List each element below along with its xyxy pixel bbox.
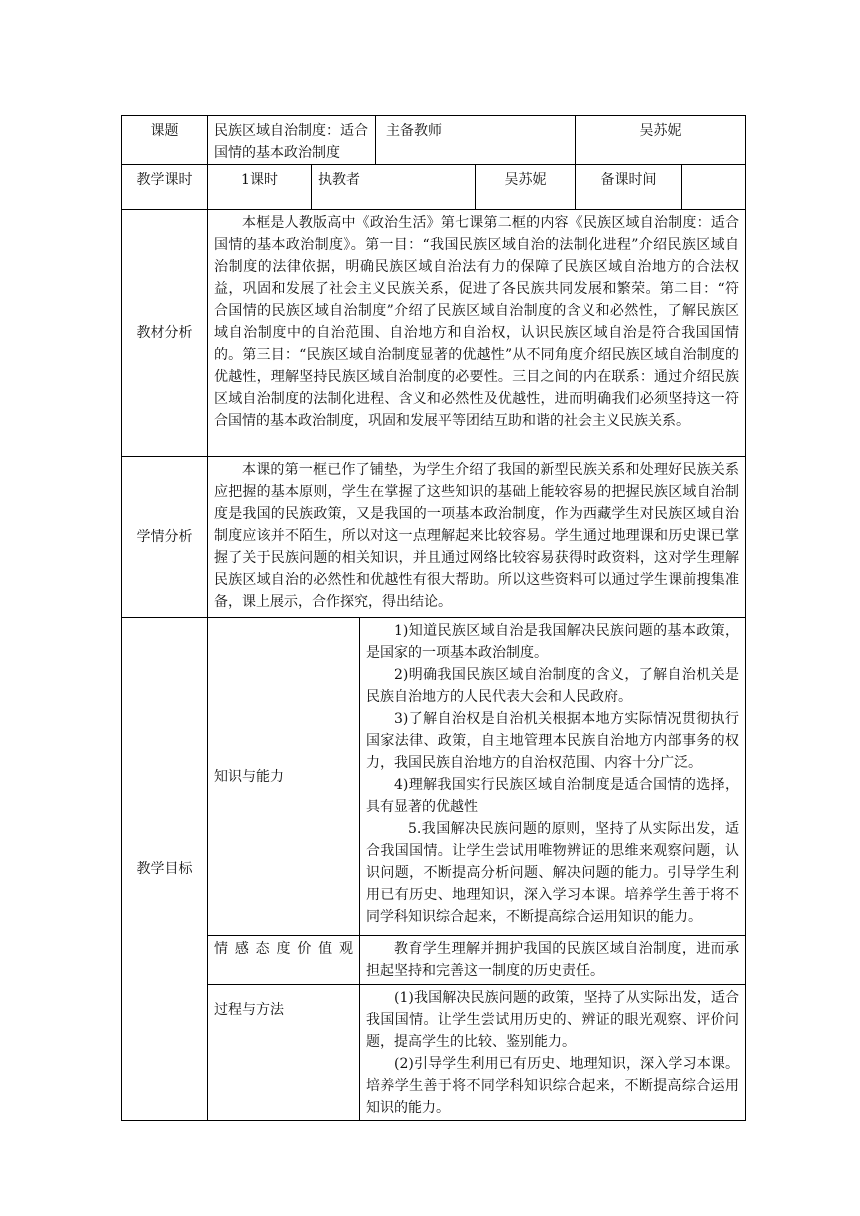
topic-value: 民族区域自治制度：适合国情的基本政治制度 <box>208 116 376 165</box>
lead-teacher-value: 吴苏妮 <box>576 116 746 165</box>
knowledge-item-3: 3)了解自治权是自治机关根据本地方实际情况贯彻执行国家法律、政策，自主地管理本民族自治地方内部事务的权力，我国民族自治地方的自治权范围、内容十分广泛。 <box>366 711 739 771</box>
knowledge-item-2: 2)明确我国民族区域自治制度的含义，了解自治机关是民族自治地方的人民代表大会和人民政府。 <box>366 667 739 705</box>
hours-value: 1课时 <box>208 165 312 210</box>
students-label: 学情分析 <box>122 457 208 618</box>
executor-value: 吴苏妮 <box>476 165 576 210</box>
goals-label: 教学目标 <box>122 618 208 1121</box>
knowledge-item-1: 1)知道民族区域自治是我国解决民族问题的基本政策，是国家的一项基本政治制度。 <box>366 623 739 661</box>
attitude-label-text: 情感态度价值观 <box>214 941 353 957</box>
students-text: 本课的第一框已作了铺垫，为学生介绍了我国的新型民族关系和处理好民族关系应把握的基本原则，学生在掌握了这些知识的基础上能较容易的把握民族区域自治制度是我国的民族政策，又是我国的一项基本政治制度，作为西藏学生对民族区域自治制度应该并不陌生，所以对这一点理解起来比较容易。学生通过地理课和历史课已掌握了关于民族问题的相关知识，并且通过网络比较容易获得时政资料，这对学生理解民族区域自治的必然性和优越性有很大帮助。所以这些资料可以通过学生课前搜集准备，课上展示，合作探究，得出结论。 <box>214 462 739 610</box>
attitude-label <box>208 936 360 985</box>
topic-label: 课题 <box>122 116 208 165</box>
process-label: 过程与方法 <box>208 985 360 1121</box>
lead-teacher-label: 主备教师 <box>376 116 576 165</box>
executor-label: 执教者 <box>312 165 476 210</box>
process-item-2: (2)引导学生利用已有历史、地理知识，深入学习本课。培养学生善于将不同学科知识综合起来，不断提高综合运用知识的能力。 <box>366 1056 739 1116</box>
attitude-text: 教育学生理解并拥护我国的民族区域自治制度，进而承担起坚持和完善这一制度的历史责任。 <box>366 941 739 979</box>
material-label: 教材分析 <box>122 210 208 457</box>
lesson-plan-table <box>121 115 746 1121</box>
knowledge-label: 知识与能力 <box>208 618 360 936</box>
material-text: 本框是人教版高中《政治生活》第七课第二框的内容《民族区域自治制度：适合国情的基本政治制度》。第一目：“我国民族区域自治的法制化进程”介绍民族区域自治制度的法律依据，明确民族区域自治法有力的保障了民族区域自治地方的合法权益，巩固和发展了社会主义民族关系，促进了各民族共同发展和繁荣。第二目：“符合国情的民族区域自治制度”介绍了民族区域自治制度的含义和必然性，了解民族区域自治制度中的自治范围、自治地方和自治权，认识民族区域自治是符合我国国情的。第三目：“民族区域自治制度显著的优越性”从不同角度介绍民族区域自治制度的优越性，理解坚持民族区域自治制度的必要性。三目之间的内在联系：通过介绍民族区域自治制度的法制化进程、含义和必然性及优越性，进而明确我们必须坚持这一符合国情的基本政治制度，巩固和发展平等团结互助和谐的社会主义民族关系。 <box>214 215 739 429</box>
hours-label: 教学课时 <box>122 165 208 210</box>
prep-time-value <box>682 165 746 210</box>
knowledge-item-4: 4)理解我国实行民族区域自治制度是适合国情的选择，具有显著的优越性 <box>366 777 739 815</box>
prep-time-label: 备课时间 <box>576 165 682 210</box>
process-item-1: (1)我国解决民族问题的政策，坚持了从实际出发，适合我国国情。让学生尝试用历史的、辨证的眼光观察、评价问题，提高学生的比较、鉴别能力。 <box>366 990 739 1050</box>
knowledge-item-5: 5.我国解决民族问题的原则，坚持了从实际出发，适合我国国情。让学生尝试用唯物辨证的思维来观察问题，认识问题，不断提高分析问题、解决问题的能力。引导学生利用已有历史、地理知识，深入学习本课。培养学生善于将不同学科知识综合起来，不断提高综合运用知识的能力。 <box>366 821 739 925</box>
